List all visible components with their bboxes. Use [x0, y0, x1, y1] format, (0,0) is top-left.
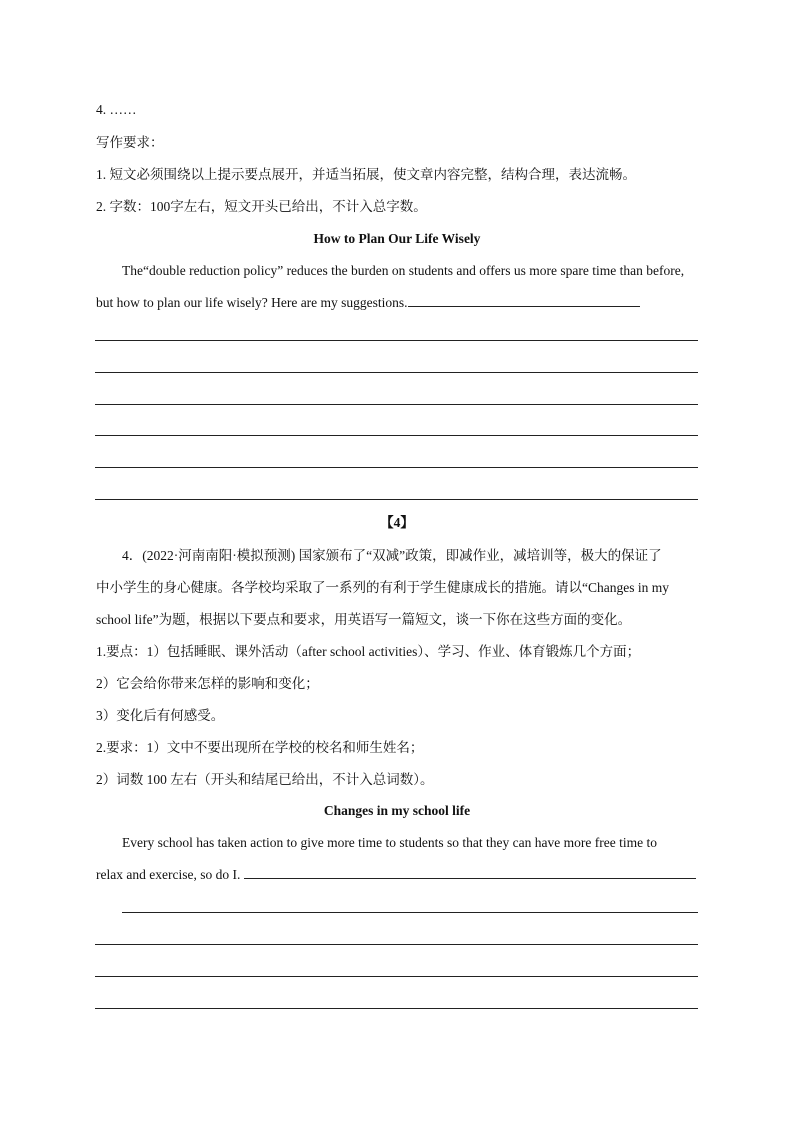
- prompt-line-1: 4．(2022·河南南阳·模拟预测) 国家颁布了“双减”政策，即减作业，减培训等，极大的保证了: [122, 548, 662, 563]
- answer-line[interactable]: [95, 944, 698, 945]
- essay-opening-1-line1: The“double reduction policy” reduces the burden on students and offers us more spare time than before,: [122, 263, 685, 278]
- answer-line[interactable]: [122, 912, 698, 913]
- list-item-ellipsis: 4. ……: [96, 102, 137, 117]
- essay-opening-2-line1: Every school has taken action to give more time to students so that they can have more free time to: [122, 835, 657, 850]
- essay-opening-1-line2: [96, 294, 640, 312]
- answer-line[interactable]: [95, 1008, 698, 1009]
- answer-line[interactable]: [95, 976, 698, 977]
- essay-opening-2-text: relax and exercise, so do I.: [96, 867, 241, 882]
- essay-title-2: Changes in my school life: [323, 803, 471, 818]
- answer-line[interactable]: [95, 372, 698, 373]
- answer-blank-inline-1[interactable]: [408, 294, 640, 307]
- requirement-1-names: 2.要求：1）文中不要出现所在学校的校名和师生姓名；: [96, 740, 424, 755]
- requirement-1: 1. 短文必须围绕以上提示要点展开，并适当拓展，使文章内容完整，结构合理，表达流畅。: [96, 167, 636, 182]
- answer-line[interactable]: [95, 499, 698, 500]
- key-point-3: 3）变化后有何感受。: [96, 708, 225, 723]
- requirement-2-wordcount: 2）词数 100 左右（开头和结尾已给出，不计入总词数）。: [96, 772, 434, 787]
- answer-line[interactable]: [95, 467, 698, 468]
- answer-line[interactable]: [95, 435, 698, 436]
- prompt-line-2: 中小学生的身心健康。各学校均采取了一系列的有利于学生健康成长的措施。请以“Changes in my: [96, 580, 669, 595]
- answer-line[interactable]: [95, 340, 698, 341]
- essay-opening-1-text: but how to plan our life wisely? Here are my suggestions.: [96, 295, 408, 310]
- answer-blank-inline-2[interactable]: [244, 866, 696, 879]
- answer-line[interactable]: [95, 404, 698, 405]
- essay-title-1: How to Plan Our Life Wisely: [313, 231, 481, 246]
- key-point-1: 1.要点：1）包括睡眠、课外活动（after school activities）、学习、作业、体育锻炼几个方面；: [96, 644, 641, 659]
- requirement-2: 2. 字数：100字左右，短文开头已给出，不计入总字数。: [96, 199, 427, 214]
- prompt-line-3: school life”为题，根据以下要点和要求，用英语写一篇短文，谈一下你在这些方面的变化。: [96, 612, 632, 627]
- section-label-4: 【4】: [380, 515, 414, 530]
- key-point-2: 2）它会给你带来怎样的影响和变化；: [96, 676, 319, 691]
- essay-opening-2-line2: [96, 866, 696, 884]
- writing-requirements-heading: 写作要求：: [96, 135, 164, 150]
